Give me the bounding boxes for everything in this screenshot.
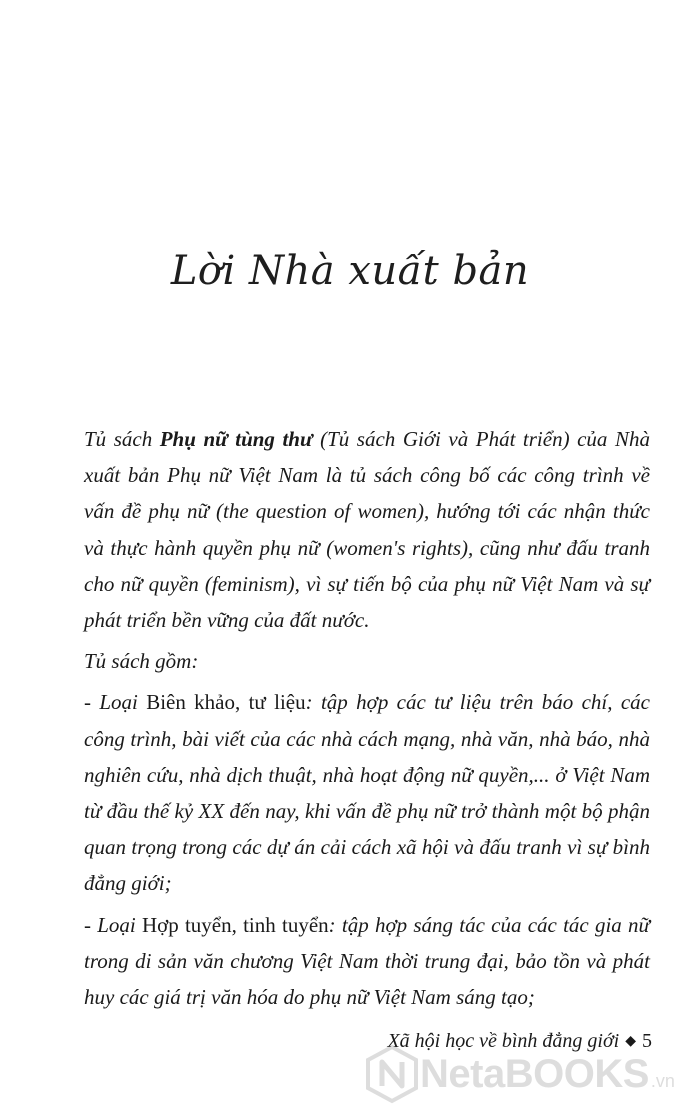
body-text — [84, 421, 650, 1015]
running-title: Xã hội học về bình đẳng giới — [387, 1030, 620, 1052]
diamond-icon: ◆ — [625, 1034, 636, 1049]
page-number: 5 — [642, 1030, 652, 1052]
series-name: Phụ nữ tùng thư — [159, 427, 313, 451]
watermark-suffix: .vn — [650, 1070, 675, 1091]
hexagon-n-logo-icon — [364, 1044, 420, 1104]
paragraph-intro-rest: (Tủ sách Giới và Phát triển) của Nhà xuất bản Phụ nữ Việt Nam là tủ sách công bố các công trình về vấn đề phụ nữ (the question of women), hướng tới các nhận thức và thực hành quyền phụ nữ (women's rights), cũng như đấu tranh cho nữ quyền (feminism), vì sự tiến bộ của phụ nữ Việt Nam và sự phát triển bền vững của đất nước. — [84, 427, 650, 633]
category-research-lead: - Loại — [84, 690, 147, 715]
category-anthology-lead: - Loại — [84, 912, 142, 937]
page-title: Lời Nhà xuất bản — [170, 248, 530, 294]
category-research-name: Biên khảo, tư liệu — [146, 690, 306, 715]
category-research-rest: : tập hợp các tư liệu trên báo chí, các công trình, bài viết của các nhà cách mạng, nhà văn, nhà báo, nhà nghiên cứu, nhà dịch thuật, nhà hoạt động nữ quyền,... ở Việt Nam từ đầu thế kỷ XX đến nay, khi vấn đề phụ nữ trở thành một bộ phận quan trọng trong các dự án cải cách xã hội và đấu tranh vì sự bình đẳng giới; — [84, 690, 650, 896]
paragraph-contents-label: Tủ sách gồm: — [84, 649, 199, 674]
watermark-brand: NetaBOOKS — [420, 1051, 649, 1096]
paragraph-category-anthology — [84, 907, 650, 1016]
paragraph-category-research — [84, 684, 650, 901]
paragraph-intro — [84, 421, 650, 638]
category-anthology-name: Hợp tuyển, tinh tuyển — [141, 912, 329, 937]
category-anthology-rest: : tập hợp sáng tác của các tác gia nữ trong di sản văn chương Việt Nam thời trung đại, bảo tồn và phát huy các giá trị văn hóa do phụ nữ Việt Nam sáng tạo; — [84, 912, 650, 1010]
paragraph-intro-lead: Tủ sách — [84, 427, 160, 451]
running-footer — [387, 1030, 652, 1053]
